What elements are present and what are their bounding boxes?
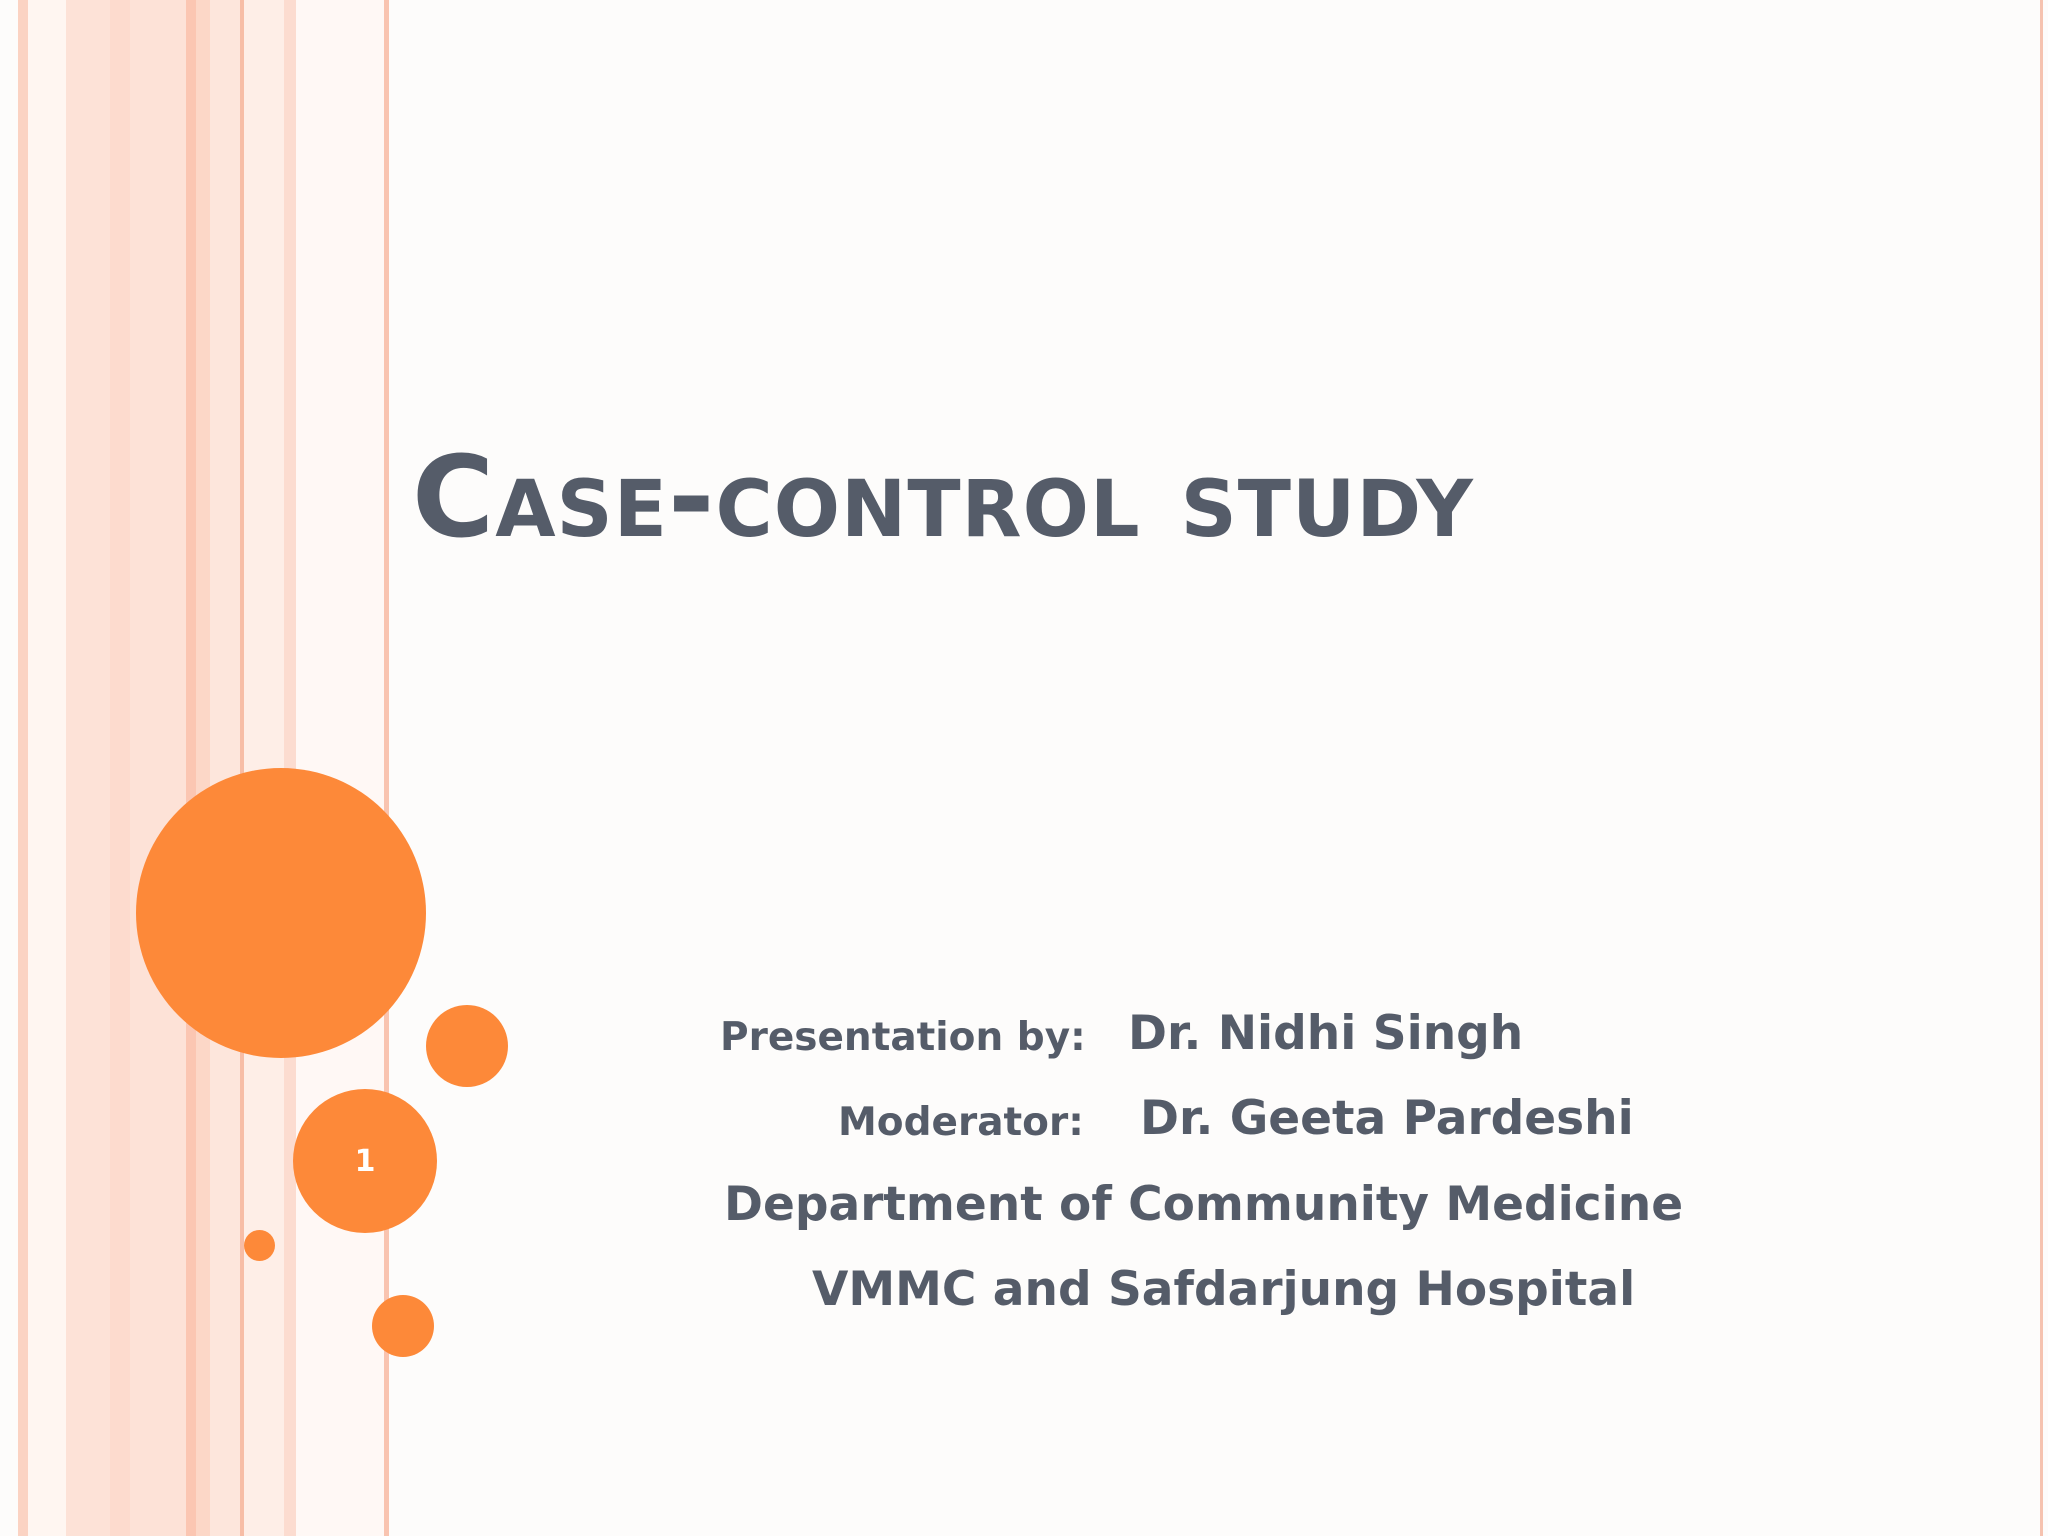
decorative-stripe <box>18 0 28 1536</box>
decorative-circle-medium <box>426 1005 508 1087</box>
decorative-stripe <box>196 0 210 1536</box>
page-number: 1 <box>354 1143 376 1179</box>
page-number-circle <box>293 1089 437 1233</box>
decorative-circle-bottom <box>372 1295 434 1357</box>
moderator-label: Moderator: <box>838 1100 1084 1145</box>
decorative-circle-large <box>136 768 426 1058</box>
decorative-stripe <box>296 0 386 1536</box>
department-line: Department of Community Medicine <box>724 1177 1684 1232</box>
decorative-stripe <box>210 0 240 1536</box>
presenter-label: Presentation by: <box>720 1015 1086 1060</box>
decorative-stripe <box>186 0 196 1536</box>
moderator-name: Dr. Geeta Pardeshi <box>1140 1091 1634 1146</box>
decorative-stripe-right <box>2040 0 2043 1536</box>
decorative-stripe <box>28 0 66 1536</box>
decorative-stripe <box>110 0 130 1536</box>
decorative-circle-small <box>244 1230 275 1261</box>
slide-title: Case-control study <box>412 433 1474 563</box>
presenter-name: Dr. Nidhi Singh <box>1128 1006 1524 1061</box>
hospital-line: VMMC and Safdarjung Hospital <box>812 1262 1636 1317</box>
